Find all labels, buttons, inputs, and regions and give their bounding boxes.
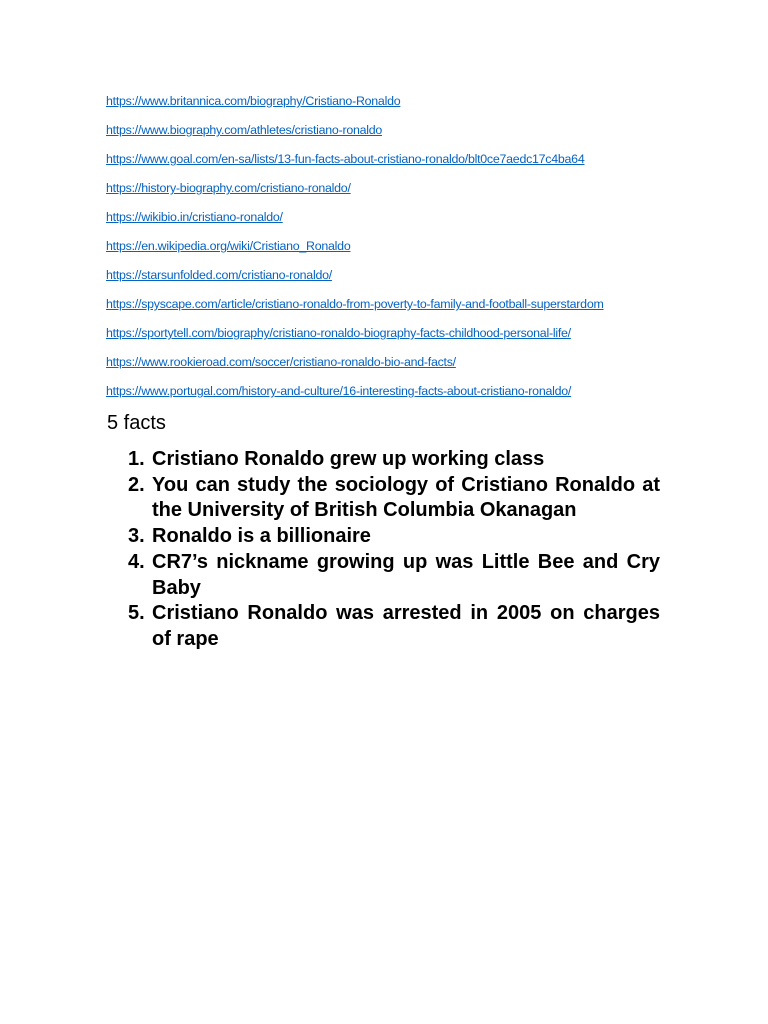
reference-link-starsunfolded[interactable]: https://starsunfolded.com/cristiano-ronaldo/ bbox=[106, 268, 332, 282]
fact-number: 4. bbox=[128, 550, 145, 573]
reference-link-portugal[interactable]: https://www.portugal.com/history-and-culture/16-interesting-facts-about-cristiano-ronaldo/ bbox=[106, 384, 572, 398]
facts-list bbox=[128, 447, 660, 653]
fact-text: Cristiano Ronaldo grew up working class bbox=[152, 448, 545, 470]
fact-text: Cristiano Ronaldo was arrested in 2005 on charges of rape bbox=[152, 602, 660, 650]
fact-text: CR7’s nickname growing up was Little Bee and Cry Baby bbox=[152, 550, 660, 599]
fact-text: You can study the sociology of Cristiano Ronaldo at the University of British Columbia Okanagan bbox=[152, 473, 660, 522]
reference-links bbox=[106, 91, 706, 410]
reference-link-goal[interactable]: https://www.goal.com/en-sa/lists/13-fun-facts-about-cristiano-ronaldo/blt0ce7aedc17c4ba64 bbox=[106, 152, 585, 166]
fact-text: Ronaldo is a billionaire bbox=[152, 525, 371, 548]
reference-link-history-biography[interactable]: https://history-biography.com/cristiano-ronaldo/ bbox=[106, 181, 351, 195]
fact-item bbox=[128, 473, 660, 524]
fact-item bbox=[128, 550, 660, 601]
reference-link-biography[interactable]: https://www.biography.com/athletes/cristiano-ronaldo bbox=[106, 123, 383, 137]
fact-number: 2. bbox=[128, 473, 145, 496]
fact-item bbox=[128, 524, 660, 550]
fact-item bbox=[128, 601, 660, 652]
fact-item bbox=[128, 447, 660, 473]
fact-number: 3. bbox=[128, 525, 145, 548]
facts-heading: 5 facts bbox=[107, 412, 166, 434]
reference-link-britannica[interactable]: https://www.britannica.com/biography/Cristiano-Ronaldo bbox=[106, 94, 401, 108]
reference-link-rookieroad[interactable]: https://www.rookieroad.com/soccer/cristiano-ronaldo-bio-and-facts/ bbox=[106, 355, 456, 369]
fact-number: 5. bbox=[128, 602, 145, 625]
reference-link-spyscape[interactable]: https://spyscape.com/article/cristiano-ronaldo-from-poverty-to-family-and-football-superstardom bbox=[106, 297, 604, 311]
fact-number: 1. bbox=[128, 448, 145, 470]
reference-link-wikibio[interactable]: https://wikibio.in/cristiano-ronaldo/ bbox=[106, 210, 283, 224]
reference-link-wikipedia[interactable]: https://en.wikipedia.org/wiki/Cristiano_Ronaldo bbox=[106, 239, 351, 253]
reference-link-sportytell[interactable]: https://sportytell.com/biography/cristiano-ronaldo-biography-facts-childhood-personal-life/ bbox=[106, 326, 571, 340]
